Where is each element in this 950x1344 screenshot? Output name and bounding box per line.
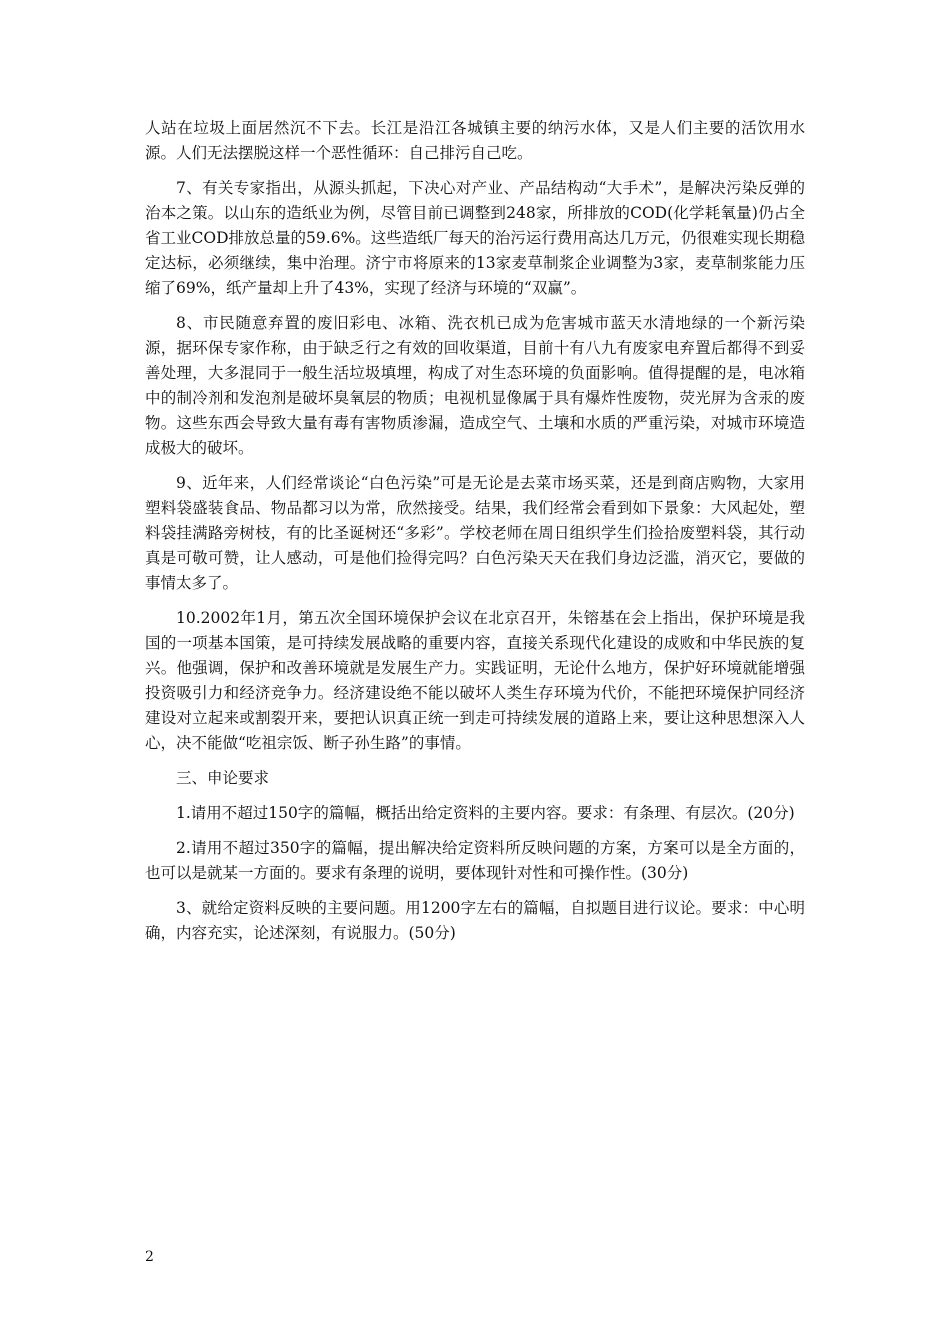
requirement-1: 1.请用不超过150字的篇幅，概括出给定资料的主要内容。要求：有条理、有层次。(20分): [176, 804, 795, 822]
paragraph-10: 10.2002年1月，第五次全国环境保护会议在北京召开，朱镕基在会上指出，保护环境是我国的一项基本国策，是可持续发展战略的重要内容，直接关系现代化建设的成败和中华民族的复兴。他强调，保护和改善环境就是发展生产力。实践证明，无论什么地方，保护好环境就能增强投资吸引力和经济竞争力。经济建设绝不能以破坏人类生存环境为代价，不能把环境保护同经济建设对立起来或割裂开来，要把认识真正统一到走可持续发展的道路上来，要让这种思想深入人心，决不能做“吃祖宗饭、断子孙生路”的事情。: [145, 609, 805, 752]
paragraph-9: 9、近年来，人们经常谈论“白色污染”可是无论是去菜市场买菜，还是到商店购物，大家用塑料袋盛装食品、物品都习以为常，欣然接受。结果，我们经常会看到如下景象：大风起处，塑料袋挂满路旁树枝，有的比圣诞树还“多彩”。学校老师在周日组织学生们捡拾废塑料袋，其行动真是可敬可赞，让人感动，可是他们捡得完吗？白色污染天天在我们身边泛滥，消灭它，要做的事情太多了。: [145, 474, 805, 592]
paragraph-7: 7、有关专家指出，从源头抓起，下决心对产业、产品结构动“大手术”，是解决污染反弹的治本之策。以山东的造纸业为例，尽管目前已调整到248家，所排放的COD(化学耗氧量)仍占全省工业COD排放总量的59.6%。这些造纸厂每天的治污运行费用高达几万元，仍很难实现长期稳定达标，必须继续，集中治理。济宁市将原来的13家麦草制浆企业调整为3家，麦草制浆能力压缩了69%，纸产量却上升了43%，实现了经济与环境的“双赢”。: [145, 179, 805, 297]
section-heading: 三、申论要求: [176, 769, 270, 787]
paragraph-continuation: 人站在垃圾上面居然沉不下去。长江是沿江各城镇主要的纳污水体，又是人们主要的活饮用水源。人们无法摆脱这样一个恶性循环：自己排污自己吃。: [145, 119, 805, 162]
requirement-2: 2.请用不超过350字的篇幅，提出解决给定资料所反映问题的方案，方案可以是全方面的，也可以是就某一方面的。要求有条理的说明，要体现针对性和可操作性。(30分): [145, 839, 805, 882]
paragraph-8: 8、市民随意弃置的废旧彩电、冰箱、洗衣机已成为危害城市蓝天水清地绿的一个新污染源，据环保专家作称，由于缺乏行之有效的回收渠道，目前十有八九有废家电弃置后都得不到妥善处理，大多混同于一般生活垃圾填埋，构成了对生态环境的负面影响。值得提醒的是，电冰箱中的制冷剂和发泡剂是破坏臭氧层的物质；电视机显像属于具有爆炸性废物，荧光屏为含汞的废物。这些东西会导致大量有毒有害物质渗漏，造成空气、土壤和水质的严重污染，对城市环境造成极大的破坏。: [145, 314, 805, 457]
document-body: [145, 116, 805, 956]
requirement-3: 3、就给定资料反映的主要问题。用1200字左右的篇幅，自拟题目进行议论。要求：中心明确，内容充实，论述深刻，有说服力。(50分): [145, 899, 805, 942]
page-number: 2: [145, 1249, 154, 1265]
